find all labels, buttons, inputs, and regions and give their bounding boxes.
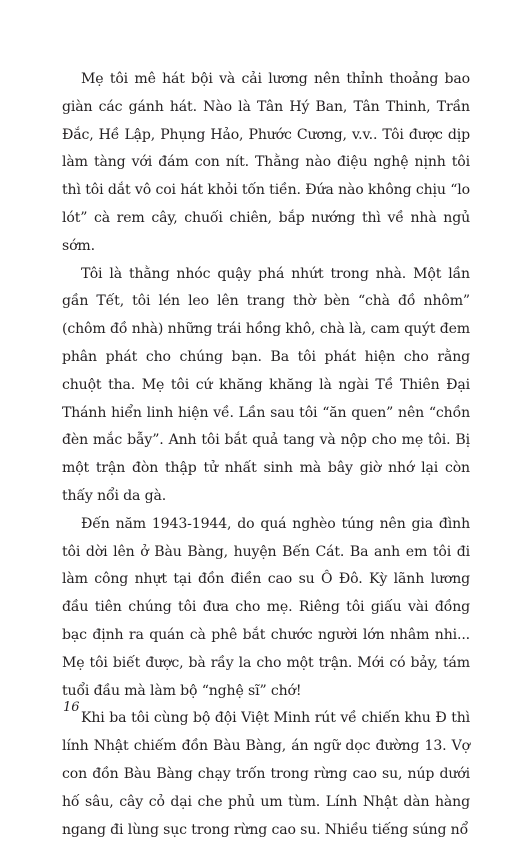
paragraph-2: Tôi là thằng nhóc quậy phá nhứt trong nhà. Một lần gần Tết, tôi lén leo lên trang thờ bèn “chà đồ nhôm” (chôm đồ nhà) những trái hồng khô, chà là, cam quýt đem phân phát cho chúng bạn. Ba tôi phát hiện cho rằng chuột tha. Mẹ tôi cứ khăng khăng là ngài Tề Thiên Đại Thánh hiển linh hiện về. Lần sau tôi “ăn quen” nên “chồn đèn mắc bẫy”. Anh tôi bắt quả tang và nộp cho mẹ tôi. Bị một trận đòn thập tử nhất sinh mà bây giờ nhớ lại còn thấy nổi da gà. <box>62 265 470 504</box>
paragraph-3: Đến năm 1943-1944, do quá nghèo túng nên gia đình tôi dời lên ở Bàu Bàng, huyện Bến Cát. Ba anh em tôi đi làm công nhựt tại đồn điền cao su Ô Đô. Kỳ lãnh lương đầu tiên chúng tôi đưa cho mẹ. Riêng tôi giấu vài đồng bạc định ra quán cà phê bắt chước người lớn nhâm nhi... Mẹ tôi biết được, bà rầy la cho một trận. Mới có bảy, tám tuổi đầu mà làm bộ “nghệ sĩ” chớ! <box>62 515 470 699</box>
page-number: 16 <box>63 700 80 715</box>
paragraph-4: Khi ba tôi cùng bộ đội Việt Minh rút về chiến khu Đ thì lính Nhật chiếm đồn Bàu Bàng, án ngữ dọc đường 13. Vợ con đồn Bàu Bàng chạy trốn trong rừng cao su, núp dưới hố sâu, cây cỏ dại che phủ um tùm. Lính Nhật dàn hàng ngang đi lùng sục trong rừng cao su. Nhiều tiếng súng nổ <box>62 710 470 838</box>
paragraph-1: Mẹ tôi mê hát bội và cải lương nên thỉnh thoảng bao giàn các gánh hát. Nào là Tân Hý Ban, Tân Thinh, Trần Đắc, Hề Lập, Phụng Hảo, Phước Cương, v.v.. Tôi được dịp làm tàng với đám con nít. Thằng nào điệu nghệ nịnh tôi thì tôi dắt vô coi hát khỏi tốn tiền. Đứa nào không chịu “lo lót” cà rem cây, chuối chiên, bắp nướng thì về nhà ngủ sớm. <box>62 71 470 254</box>
body-text <box>62 66 470 844</box>
